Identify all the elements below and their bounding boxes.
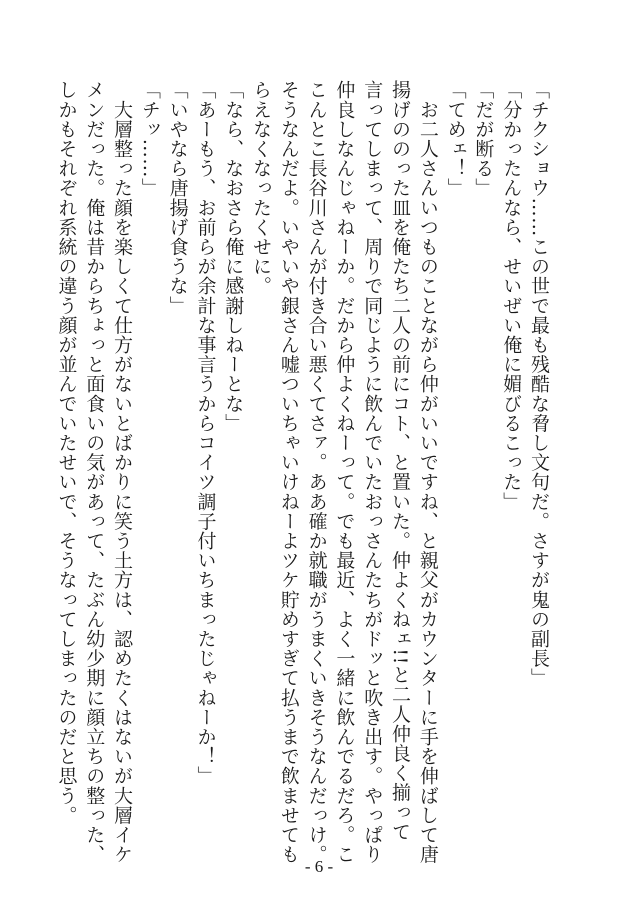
text-line: 「だが断る」 (472, 80, 495, 198)
text-line: こんとこ長谷川さんが付き合い悪くてさァ。ああ確か就職がうまくいきそうなんだっけ。 (305, 80, 328, 864)
text-line: 「チッ……」 (138, 80, 161, 198)
text-line: 大層整った顔を楽しくて仕方がないとばかりに笑う土方は、認めたくはないが大層イケ (111, 80, 134, 864)
text-line: 仲良しなんじゃねーか。だから仲よくねーって。でも最近、よく一緒に飲んでるだろ。こ (333, 80, 356, 864)
text-line: しかもそれぞれ系統の違う顔が並んでいたせいで、そうなってしまったのだと思う。 (55, 80, 78, 825)
vertical-text-body (52, 80, 552, 862)
text-line: らえなくなったくせに。 (250, 80, 273, 296)
text-line: 「あーもう、お前らが余計な事言うからコイツ調子付いちまったじゃねーか！」 (194, 80, 217, 786)
text-line: 「いやなら唐揚げ食うな」 (166, 80, 189, 316)
text-line: 「てめェ！」 (444, 80, 467, 198)
text-line: 「なら、なおさら俺に感謝しねーとな」 (222, 80, 245, 433)
text-line: メンだった。俺は昔からちょっと面食いの気があって、たぶん幼少期に顔立ちの整った、 (83, 80, 106, 864)
text-line: 「チクショウ……この世で最も残酷な脅し文句だ。さすが鬼の副長」 (528, 80, 550, 688)
text-line: お二人さんいつものことながら仲がいいですね、と親父がカウンターに手を伸ばして唐 (416, 80, 439, 864)
text-line: 「分かったんなら、せいぜい俺に媚びるこった」 (500, 80, 523, 512)
page-number: - 6 - (304, 857, 334, 876)
text-line: そうなんだよ。いやいや銀さん嘘ついちゃいけねーよツケ貯めすぎて払うまで飲ませても (277, 80, 300, 864)
text-line: 言ってしまって、周りで同じように飲んでいたおっさんたちがドッと吹き出す。やっぱり (361, 80, 384, 864)
text-line: 揚げののった皿を俺たち二人の前にコト、と置いた。仲よくねェ!!と二人仲良く揃って (389, 80, 412, 842)
